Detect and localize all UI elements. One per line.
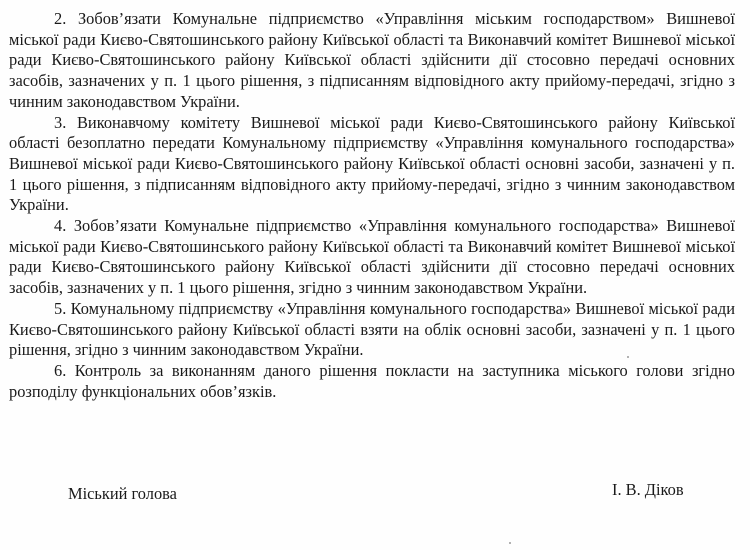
- signatory-title: Міський голова: [68, 484, 177, 503]
- paragraph-item-2: 2. Зобов’язати Комунальне підприємство «Управління міським господарством» Вишневої міської ради Києво-Святошинського району Київської області та Виконавчий комітет Вишневої міської ради Києво-Святошинського району Київської області здійснити дії стосовно передачі основних засобів, зазначених у п. 1 цього рішення, з підписанням відповідного акту прийому-передачі, згідно з чинним законодавством України.: [9, 9, 735, 111]
- scan-speck: [509, 542, 511, 544]
- signatory-name: І. В. Діков: [612, 480, 684, 499]
- paragraph-item-3: 3. Виконавчому комітету Вишневої міської ради Києво-Святошинського району Київської області безоплатно передати Комунальному підприємству «Управління комунального господарства» Вишневої міської ради Києво-Святошинського району Київської області основні засоби, зазначені у п. 1 цього рішення, з підписанням відповідного акту прийому-передачі, згідно з чинним законодавством України.: [9, 112, 735, 215]
- scan-speck: [627, 356, 629, 358]
- paragraph-item-5: 5. Комунальному підприємству «Управління комунального господарства» Вишневої міської ради Києво-Святошинського району Київської області взяти на облік основні засоби, зазначені у п. 1 цього рішення, згідно з чинним законодавством України.: [9, 298, 735, 360]
- document-body: [9, 9, 735, 402]
- paragraph-item-6: 6. Контроль за виконанням даного рішення покласти на заступника міського голови згідно розподілу функціональних обов’язків.: [9, 360, 735, 401]
- paragraph-item-4: 4. Зобов’язати Комунальне підприємство «Управління комунального господарства» Вишневої міської ради Києво-Святошинського району Київської області та Виконавчий комітет Вишневої міської ради Києво-Святошинського району Київської області здійснити дії стосовно передачі основних засобів, зазначених у п. 1 цього рішення, згідно з чинним законодавством України.: [9, 216, 735, 298]
